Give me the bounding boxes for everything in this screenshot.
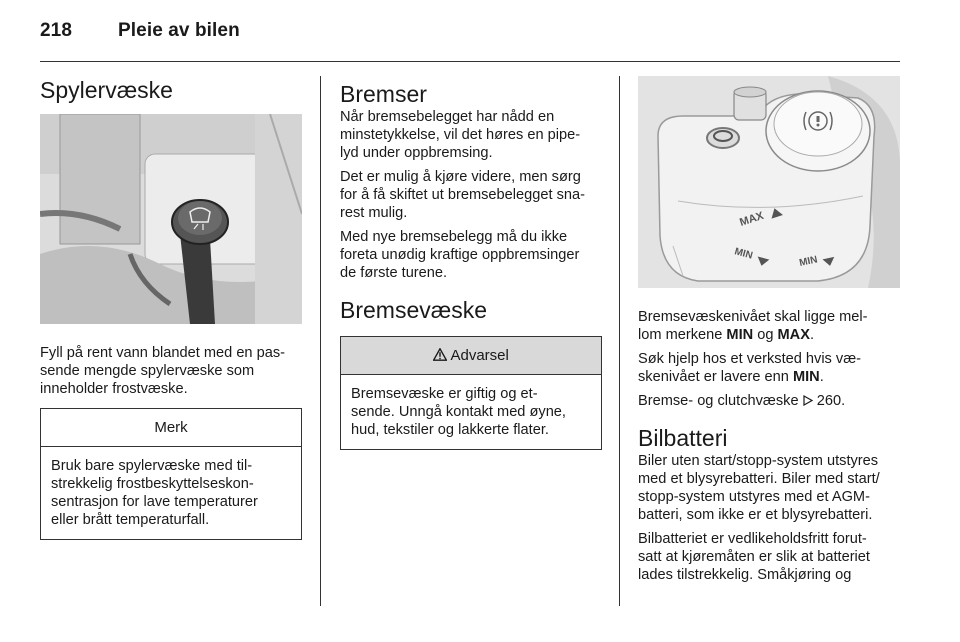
workshop-text xyxy=(638,350,902,386)
text-line: lades tilstrekkelig. Småkjøring og xyxy=(638,567,852,583)
brake-fluid-level-text xyxy=(638,308,902,344)
brakes-paragraph-1 xyxy=(340,108,602,162)
washer-fluid-text xyxy=(40,344,302,398)
text-line: inneholder frostvæske. xyxy=(40,381,188,397)
text-line: med et blysyrebatteri. Biler med start/ xyxy=(638,471,880,487)
page-number: 218 xyxy=(40,20,73,41)
section-heading-brake-fluid: Bremsevæske xyxy=(340,297,487,323)
text-line: rest mulig. xyxy=(340,205,408,221)
warning-title: Advarsel xyxy=(450,347,509,364)
text-line: Biler uten start/stopp-system utstyres xyxy=(638,453,879,469)
text-line: Fyll på rent vann blandet med en pas- xyxy=(40,345,285,361)
column-brakes xyxy=(340,76,602,450)
note-body xyxy=(41,447,301,539)
warning-box xyxy=(340,336,602,450)
text-line: sende. Unngå kontakt med øyne, xyxy=(351,404,566,420)
max-mark-label: MAX xyxy=(738,209,766,229)
column-divider-right xyxy=(619,76,620,606)
text-line xyxy=(638,326,902,344)
warning-triangle-icon xyxy=(433,347,450,364)
section-heading-battery: Bilbatteri xyxy=(638,425,728,451)
text-line: foreta unødig kraftige oppbremsinger xyxy=(340,247,580,263)
brake-fluid-reservoir-figure xyxy=(638,76,900,288)
text-line: Det er mulig å kjøre videre, men sørg xyxy=(340,169,581,185)
text-fragment: . xyxy=(809,327,815,343)
text-line: for å få skiftet ut bremsebelegget sna- xyxy=(340,187,585,203)
text-line: Med nye bremsebelegg må du ikke xyxy=(340,229,568,245)
brakes-paragraph-2 xyxy=(340,168,602,222)
min-emphasis: MIN xyxy=(726,327,754,343)
text-fragment: og xyxy=(753,327,778,343)
text-line: batteri, som ikke er et blysyrebatteri. xyxy=(638,507,873,523)
note-box xyxy=(40,408,302,540)
section-heading-brakes: Bremser xyxy=(340,81,427,107)
min-emphasis: MIN xyxy=(792,369,820,385)
text-line: Når bremsebelegget har nådd en xyxy=(340,109,555,125)
text-line: minstetykkelse, vil det høres en pipe- xyxy=(340,127,581,143)
page-ref-icon xyxy=(803,393,813,408)
column-divider-left xyxy=(320,76,321,606)
chapter-title: Pleie av bilen xyxy=(118,20,240,41)
text-line: stopp-system utstyres med et AGM- xyxy=(638,489,870,505)
washer-reservoir-figure xyxy=(40,114,302,324)
warning-title-bar xyxy=(341,337,601,375)
battery-paragraph-2 xyxy=(638,530,902,584)
brakes-paragraph-3 xyxy=(340,228,602,282)
reference-text: Bremse- og clutchvæske xyxy=(638,393,803,409)
column-washer-fluid xyxy=(40,76,302,540)
text-line: Bruk bare spylervæske med til- xyxy=(51,458,253,474)
text-line: eller brått temperaturfall. xyxy=(51,512,210,528)
header-rule xyxy=(40,61,900,62)
column-brake-fluid-battery xyxy=(638,76,902,584)
battery-paragraph-1 xyxy=(638,452,902,524)
reference-page: 260. xyxy=(816,393,846,409)
text-line: de første turene. xyxy=(340,265,448,281)
text-line: strekkelig frostbeskyttelseskon- xyxy=(51,476,254,492)
min-mark-label-left: MIN xyxy=(733,246,754,262)
text-line xyxy=(638,368,902,386)
text-line: Søk hjelp hos et verksted hvis væ- xyxy=(638,351,862,367)
text-line: sende mengde spylervæske som xyxy=(40,363,255,379)
text-line: sentrasjon for lave temperaturer xyxy=(51,494,258,510)
note-title: Merk xyxy=(41,409,301,447)
text-line: Bremsevæske er giftig og et- xyxy=(351,386,538,402)
text-fragment: . xyxy=(819,369,824,385)
text-line: lyd under oppbremsing. xyxy=(340,145,493,161)
max-emphasis: MAX xyxy=(777,327,810,343)
min-mark-label-right: MIN xyxy=(798,254,819,269)
text-line: Bilbatteriet er vedlikeholdsfritt forut- xyxy=(638,531,867,547)
text-line: satt at kjøremåten er slik at batteriet xyxy=(638,549,870,565)
text-line: Bremsevæskenivået skal ligge mel- xyxy=(638,309,868,325)
cross-reference[interactable] xyxy=(638,392,902,410)
text-fragment: skenivået er lavere enn xyxy=(638,369,793,385)
text-fragment: lom merkene xyxy=(638,327,727,343)
warning-body xyxy=(341,375,601,449)
section-heading-washer-fluid: Spylervæske xyxy=(40,77,173,103)
text-line: hud, tekstiler og lakkerte flater. xyxy=(351,422,549,438)
